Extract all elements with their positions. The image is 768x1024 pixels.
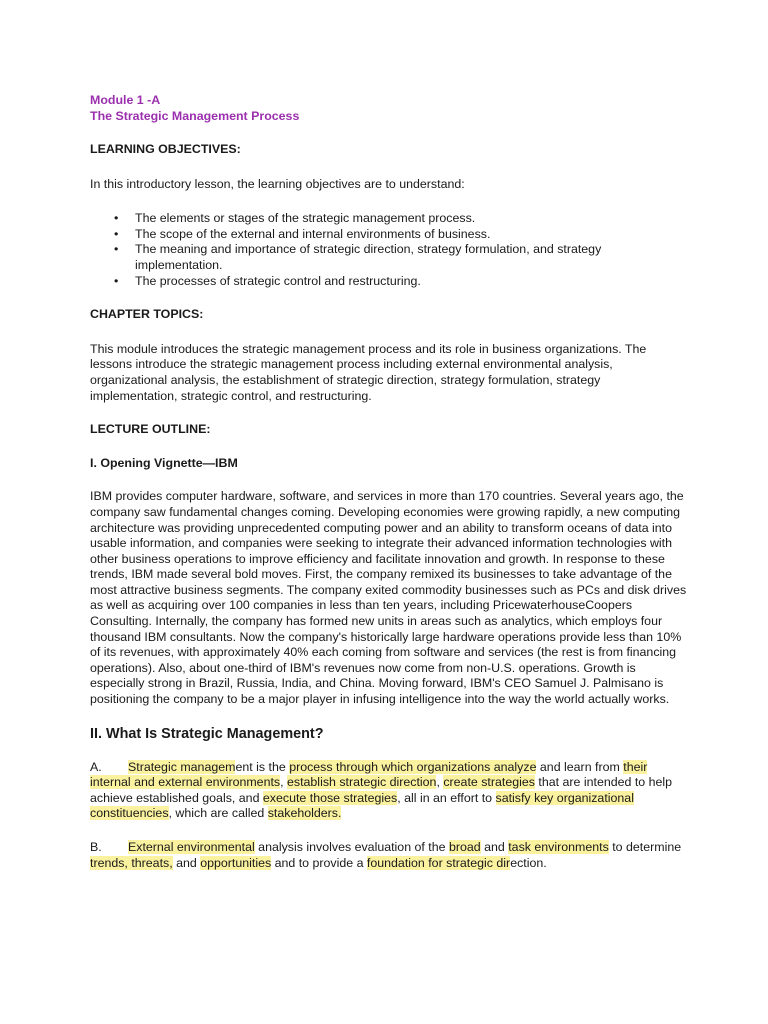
list-item: • The scope of the external and internal environments of business. bbox=[114, 226, 491, 241]
highlight: establish strategic direction bbox=[287, 775, 437, 790]
highlight: Strategic managem bbox=[128, 759, 236, 774]
highlight: task environments bbox=[508, 840, 609, 854]
highlight: their internal and external environments bbox=[90, 759, 648, 790]
highlight: broad bbox=[448, 840, 481, 854]
section-heading-what-is-strategic-management: II. What Is Strategic Management? bbox=[90, 725, 324, 742]
highlight: stakeholders. bbox=[267, 806, 342, 821]
bullet-icon: • bbox=[114, 273, 119, 288]
highlight: opportunities bbox=[200, 855, 272, 870]
learning-objectives-intro: In this introductory lesson, the learning objectives are to understand: bbox=[90, 176, 465, 191]
chapter-topics-heading: CHAPTER TOPICS: bbox=[90, 307, 204, 322]
list-item: • The meaning and importance of strategic direction, strategy formulation, and strategy implementation. bbox=[114, 242, 602, 272]
highlight: External environmental bbox=[128, 840, 255, 854]
paragraph-label: B. bbox=[90, 840, 102, 854]
list-item: • The elements or stages of the strategic management process. bbox=[114, 211, 476, 226]
paragraph-a: A. Strategic management is the process through which organizations analyze and learn from their internal and external environments, establish strategic direction, create strategies that are intended to help achieve established goals, and execute those strategies, all in an effort to satisfy key organizational constituencies, which are called stakeholders. bbox=[90, 759, 673, 821]
lecture-outline-heading: LECTURE OUTLINE: bbox=[90, 422, 211, 437]
highlight: foundation for strategic dir bbox=[366, 855, 511, 870]
learning-objectives-list bbox=[90, 211, 690, 289]
document-content bbox=[90, 92, 690, 871]
highlight: trends, threats, bbox=[90, 855, 173, 870]
module-title: The Strategic Management Process bbox=[90, 109, 300, 123]
highlight: satisfy key organizational constituencies bbox=[90, 790, 634, 821]
list-item: • The processes of strategic control and restructuring. bbox=[114, 273, 421, 288]
bullet-icon: • bbox=[114, 211, 119, 226]
chapter-topics-body: This module introduces the strategic management process and its role in business organizations. The lessons introduce the strategic management process including external environmental analysis, organizational analysis, the establishment of strategic direction, strategy formulation, strategy implementation, strategic control, and restructuring. bbox=[90, 341, 647, 403]
opening-vignette-body: IBM provides computer hardware, software, and services in more than 170 countries. Several years ago, the company saw fundamental changes coming. Developing economies were growing rapidly, a new computing architecture was providing unprecedented computing power and an ability to transform oceans of data into usable information, and companies were seeking to integrate their advanced information technologies with other business operations to improve efficiency and facilitate innovation and growth. In response to these trends, IBM made several bold moves. First, the company remixed its businesses to take advantage of the most attractive business segments. The company exited commodity businesses such as PCs and disk drives as well as acquiring over 100 companies in less than ten years, including PricewaterhouseCoopers Consulting. Internally, the company has formed new units in areas such as analytics, which employs four thousand IBM consultants. Now the company's historically large hardware operations provide less than 10% of its revenues, with approximately 40% each coming from software and services (the rest is from financing operations). Also, about one-third of IBM's revenues now come from non-U.S. operations. Growth is especially strong in Brazil, Russia, India, and China. Moving forward, IBM's CEO Samuel J. Palmisano is positioning the company to be a major player in infusing intelligence into the way the world actually works. bbox=[90, 489, 687, 707]
highlight: create strategies bbox=[443, 775, 535, 790]
section-heading-opening-vignette: I. Opening Vignette—IBM bbox=[90, 455, 238, 470]
module-label: Module 1 -A bbox=[90, 93, 161, 107]
bullet-icon: • bbox=[114, 242, 119, 257]
paragraph-b: B. External environmental analysis involves evaluation of the broad and task environments to determine trends, threats, and opportunities and to provide a foundation for strategic direction. bbox=[90, 840, 682, 870]
paragraph-label: A. bbox=[90, 759, 102, 774]
highlight: process through which organizations analyze bbox=[289, 759, 537, 774]
highlight: execute those strategies bbox=[262, 790, 398, 805]
bullet-icon: • bbox=[114, 226, 119, 241]
learning-objectives-heading: LEARNING OBJECTIVES: bbox=[90, 142, 241, 156]
